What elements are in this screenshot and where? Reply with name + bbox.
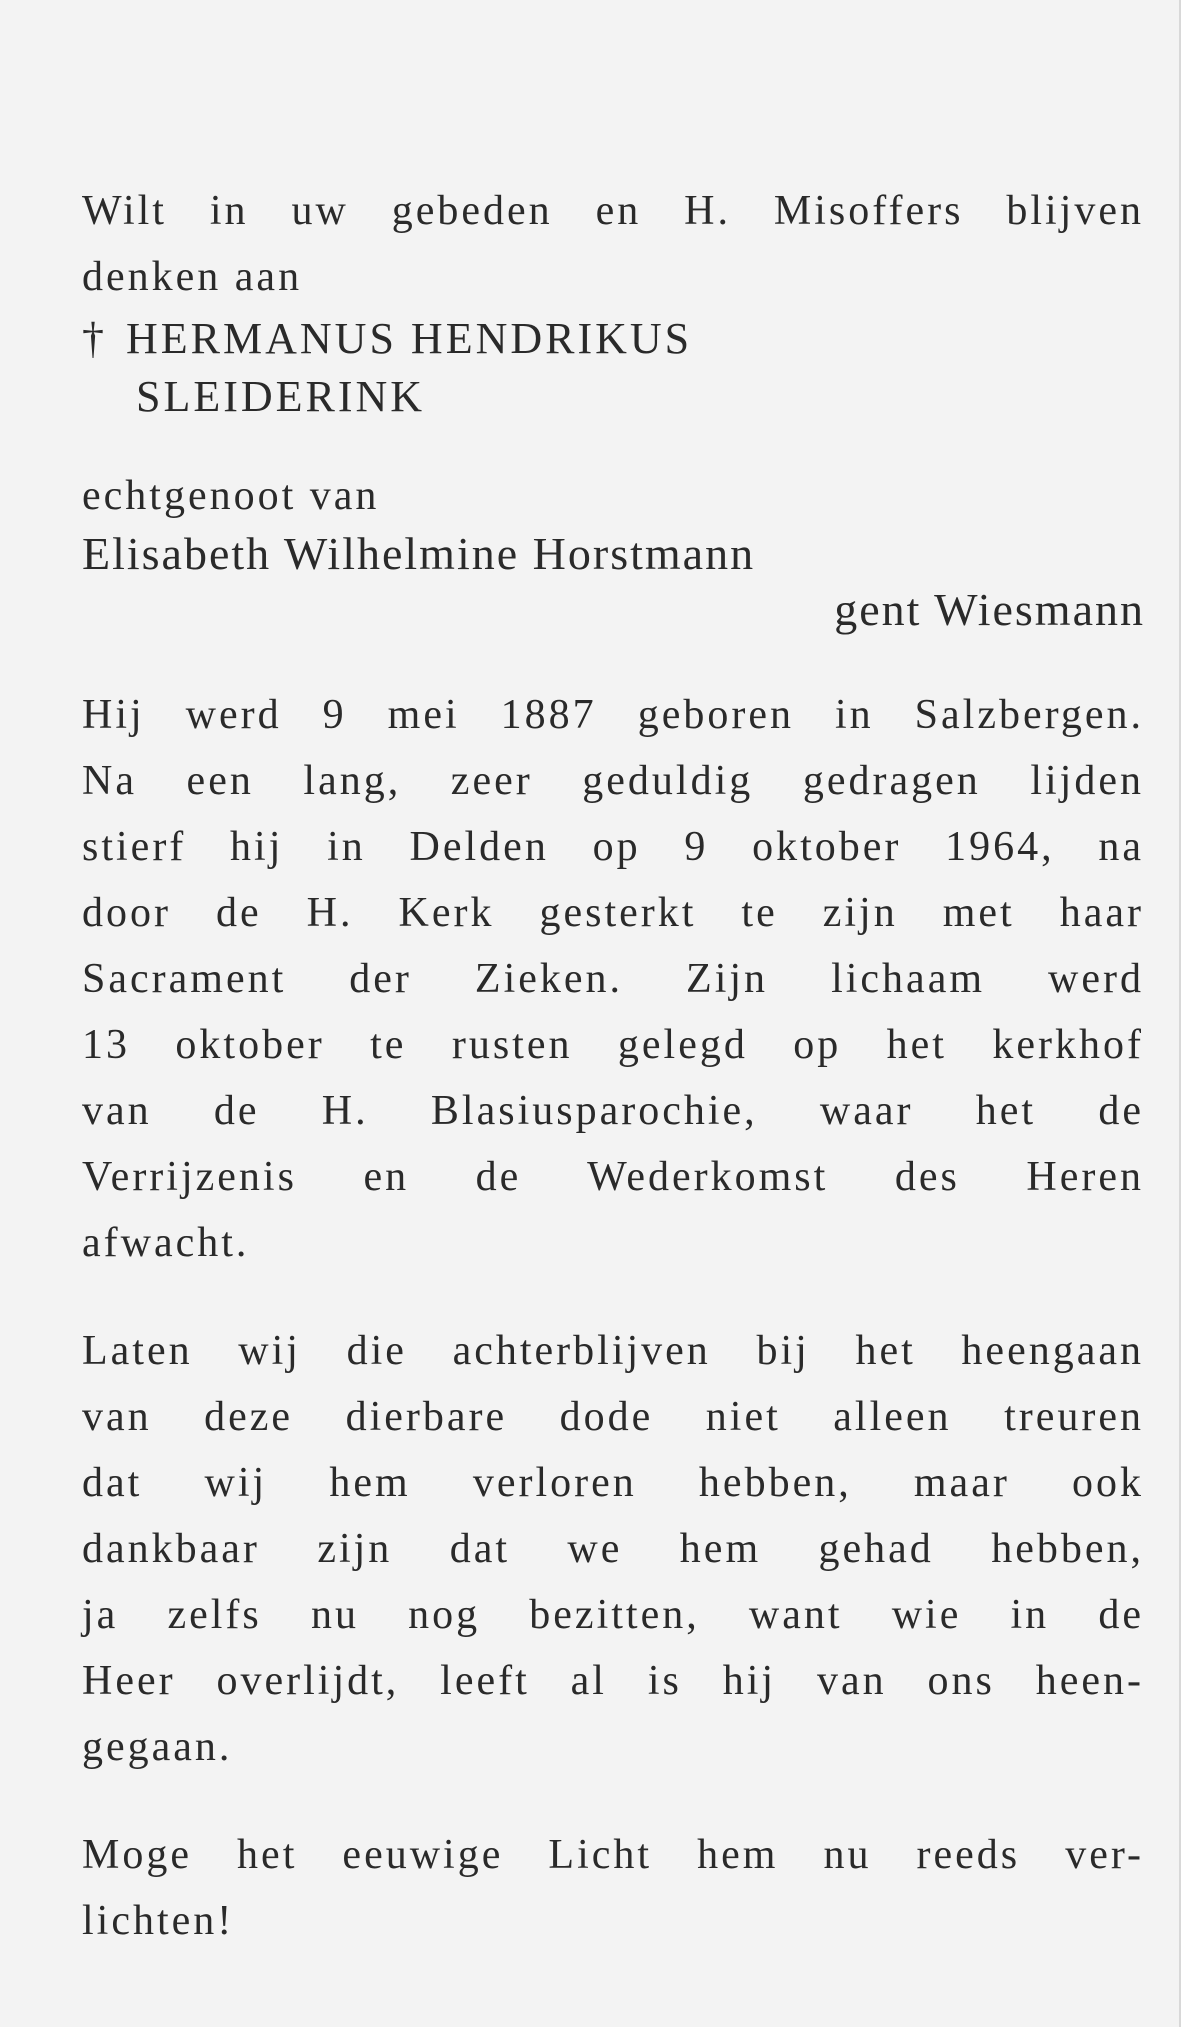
paragraph-line: Laten wij die achterblijven bij het heengaan bbox=[82, 1328, 1144, 1374]
paragraph-line: Sacrament der Zieken. Zijn lichaam werd bbox=[82, 956, 1144, 1002]
paragraph-line: van de H. Blasiusparochie, waar het de bbox=[82, 1088, 1144, 1134]
spouse-name: Elisabeth Wilhelmine Horstmann bbox=[82, 528, 756, 579]
biography-paragraph bbox=[82, 682, 1144, 1276]
paragraph-line: dankbaar zijn dat we hem gehad hebben, bbox=[82, 1526, 1144, 1572]
paragraph-line: door de H. Kerk gesterkt te zijn met haar bbox=[82, 890, 1144, 936]
intro-line-1: Wilt in uw gebeden en H. Misoffers blijven bbox=[82, 188, 1144, 234]
given-names: HERMANUS HENDRIKUS bbox=[126, 314, 693, 363]
paragraph-line: Na een lang, zeer geduldig gedragen lijden bbox=[82, 758, 1144, 804]
cross-icon: † bbox=[82, 314, 107, 363]
paragraph-line: Hij werd 9 mei 1887 geboren in Salzbergen. bbox=[82, 692, 1144, 738]
paragraph-line: dat wij hem verloren hebben, maar ook bbox=[82, 1460, 1144, 1506]
spouse-intro: echtgenoot van bbox=[82, 473, 380, 519]
paragraph-line: Heer overlijdt, leeft al is hij van ons heen- bbox=[82, 1658, 1144, 1704]
surname: SLEIDERINK bbox=[136, 372, 426, 421]
reflection-paragraph bbox=[82, 1318, 1144, 1780]
paragraph-line: 13 oktober te rusten gelegd op het kerkhof bbox=[82, 1022, 1144, 1068]
spouse-gent: gent Wiesmann bbox=[834, 584, 1145, 635]
paragraph-line: gegaan. bbox=[82, 1724, 233, 1770]
paragraph-line: lichten! bbox=[82, 1898, 235, 1944]
intro-line-2: denken aan bbox=[82, 254, 303, 300]
paragraph-line: Moge het eeuwige Licht hem nu reeds ver- bbox=[82, 1832, 1144, 1878]
paragraph-line: van deze dierbare dode niet alleen treuren bbox=[82, 1394, 1144, 1440]
prayer-paragraph bbox=[82, 1822, 1144, 1954]
deceased-name bbox=[82, 310, 692, 426]
paragraph-line: ja zelfs nu nog bezitten, want wie in de bbox=[82, 1592, 1144, 1638]
paragraph-line: stierf hij in Delden op 9 oktober 1964, na bbox=[82, 824, 1144, 870]
intro-text bbox=[82, 178, 1144, 310]
paragraph-line: afwacht. bbox=[82, 1220, 250, 1266]
paragraph-line: Verrijzenis en de Wederkomst des Heren bbox=[82, 1154, 1144, 1200]
